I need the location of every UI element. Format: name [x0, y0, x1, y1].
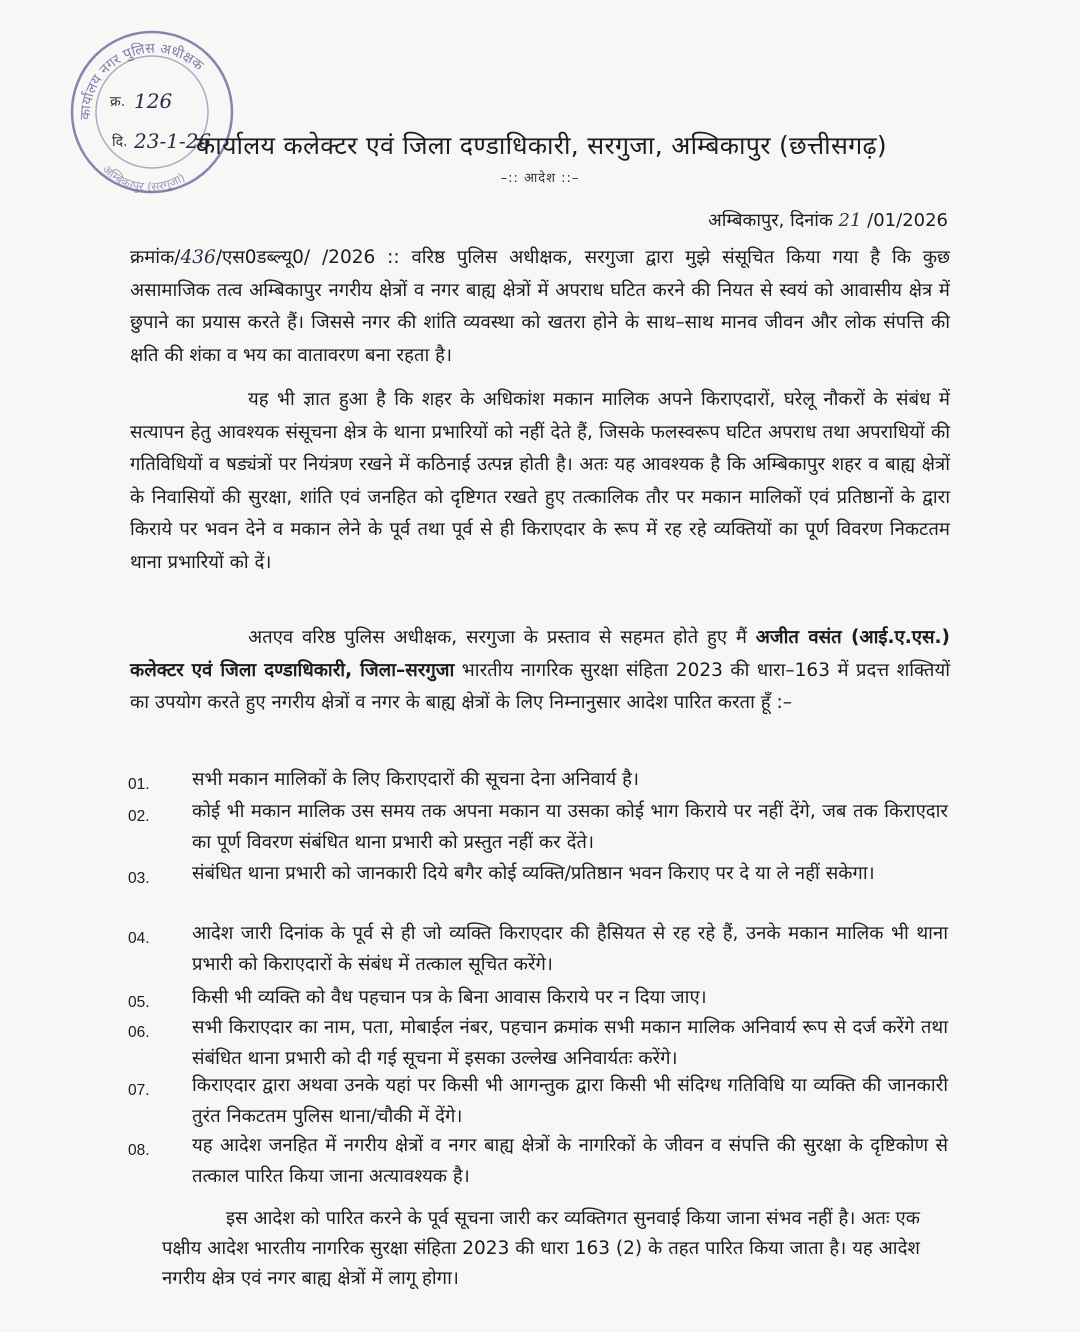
paragraph-4 [162, 1204, 920, 1294]
place-date-prefix: अम्बिकापुर, दिनांक [708, 210, 833, 231]
stamp-ring-text: कार्यालय नगर पुलिस अधीक्षक [77, 40, 207, 121]
paragraph-4-text: इस आदेश को पारित करने के पूर्व सूचना जारी कर व्यक्तिगत सुनवाई किया जाना संभव नहीं है। अतः एक पक्षीय आदेश भारतीय नागरिक सुरक्षा संहिता 2023 की धारा 163 (2) के तहत पारित किया जाता है। यह आदेश नगरीय क्षेत्र एवं नगर बाह्य क्षेत्रों में लागू होगा। [162, 1208, 920, 1289]
paragraph-1 [130, 242, 950, 372]
order-item-text: सभी मकान मालिकों के लिए किराएदारों की सूचना देना अनिवार्य है। [192, 769, 639, 790]
order-ref-text: /एस0डब्ल्यू0/ /2026 :: वरिष्ठ पुलिस अधीक्षक, सरगुजा द्वारा मुझे संसूचित किया गया है कि कुछ असामाजिक तत्व अम्बिकापुर नगरीय क्षेत्रों व नगर बाह्य क्षेत्रों में अपराध घटित करने की नियत से स्वयं को आवासीय क्षेत्र में छुपाने का प्रयास करते हैं। जिससे नगर की शांति व्यवस्था को खतरा होने के साथ–साथ मानव जीवन और लोक संपत्ति की क्षति की शंका व भय का वातावरण बना रहता है। [130, 247, 950, 366]
order-item-text: कोई भी मकान मालिक उस समय तक अपना मकान या उसका कोई भाग किराये पर नहीं देंगे, जब तक किराएदार का पूर्ण विवरण संबंधित थाना प्रभारी को प्रस्तुत नहीं कर देंते। [192, 801, 948, 853]
order-item-number: 03. [128, 870, 150, 887]
stamp-ring-text-bottom: अम्बिकापुर (सरगुजा) [99, 162, 188, 195]
order-item-text: सभी किराएदार का नाम, पता, मोबाईल नंबर, पहचान क्रमांक सभी मकान मालिक अनिवार्य रूप से दर्ज करेंगे तथा संबंधित थाना प्रभारी को दी गई सूचना में इसका उल्लेख अनिवार्यतः करेंगे। [192, 1017, 948, 1069]
paragraph-3-rest: भारतीय नागरिक सुरक्षा संहिता 2023 की धारा–163 में प्रदत्त शक्तियों का उपयोग करते हुए नगरीय क्षेत्रों व नगर के बाह्य क्षेत्रों के लिए निम्नानुसार आदेश पारित करता हूँ :– [130, 659, 950, 713]
order-item-text: किराएदार द्वारा अथवा उनके यहां पर किसी भी आगन्तुक द्वारा किसी भी संदिग्ध गतिविधि या व्यक्ति की जानकारी तुरंत निकटतम पुलिस थाना/चौकी में देंगे। [192, 1075, 948, 1127]
paragraph-2 [130, 384, 950, 579]
order-item-number: 08. [128, 1142, 150, 1159]
stamp-di-value: 23-1-26 [134, 129, 212, 153]
date-suffix: /01/2026 [867, 210, 948, 231]
order-item-number: 01. [128, 776, 150, 793]
paragraph-2-text: यह भी ज्ञात हुआ है कि शहर के अधिकांश मकान मालिक अपने किराएदारों, घरेलू नौकरों के संबंध में सत्यापन हेतु आवश्यक संसूचना क्षेत्र के थाना प्रभारियों को नहीं देते हैं, जिसके फलस्वरूप घटित अपराध तथा अपराधियों की गतिविधियों व षड्यंत्रों पर नियंत्रण रखने में कठिनाई उत्पन्न होती है। अतः यह आवश्यक है कि अम्बिकापुर शहर व बाह्य क्षेत्रों के निवासियों की सुरक्षा, शांति एवं जनहित को दृष्टिगत रखते हुए तत्कालिक तौर पर मकान मालिकों एवं प्रतिष्ठानों के द्वारा किराये पर भवन देने व मकान लेने के पूर्व तथा पूर्व से ही किराएदार के रूप में रह रहे व्यक्तियों का पूर्ण विवरण निकटतम थाना प्रभारियों को दें। [130, 389, 950, 573]
order-item-number: 02. [128, 808, 150, 825]
issuing-authority: अजीत वसंत (आई.ए.एस.) कलेक्टर एवं जिला दण्डाधिकारी, जिला–सरगुजा [130, 627, 950, 681]
office-title: कार्यालय कलेक्टर एवं जिला दण्डाधिकारी, सरगुजा, अम्बिकापुर (छत्तीसगढ़) [196, 131, 887, 160]
order-item [128, 858, 948, 889]
order-item-number: 04. [128, 930, 150, 947]
order-item-number: 05. [128, 994, 150, 1011]
order-heading: –:: आदेश ::– [500, 171, 580, 186]
order-item-text: यह आदेश जनहित में नगरीय क्षेत्रों व नगर बाह्य क्षेत्रों के नागरिकों के जीवन व संपत्ति की सुरक्षा के दृष्टिकोण से तत्काल पारित किया जाना अत्यावश्यक है। [192, 1135, 948, 1187]
place-date-line [708, 208, 948, 232]
order-item [128, 1012, 948, 1074]
order-item [128, 796, 948, 858]
paragraph-3 [130, 622, 950, 720]
order-item-text: संबंधित थाना प्रभारी को जानकारी दिये बगैर कोई व्यक्ति/प्रतिष्ठान भवन किराए पर दे या ले नहीं सकेगा। [192, 863, 875, 884]
order-item [128, 1130, 948, 1192]
order-ref-handwritten: 436 [180, 247, 216, 268]
order-item [128, 918, 948, 980]
order-item [128, 1070, 948, 1132]
paragraph-3-lead: अतएव वरिष्ठ पुलिस अधीक्षक, सरगुजा के प्रस्ताव से सहमत होते हुए मैं [248, 627, 756, 648]
order-ref-prefix: क्रमांक/ [130, 247, 181, 268]
order-item-text: आदेश जारी दिनांक के पूर्व से ही जो व्यक्ति किराएदार की हैसियत से रह रहे हैं, उनके मकान मालिक भी थाना प्रभारी को किराएदारों के संबंध में तत्काल सूचित करेंगे। [192, 923, 948, 975]
order-item [128, 764, 948, 795]
stamp-kr-value: 126 [134, 89, 173, 113]
order-item-text: किसी भी व्यक्ति को वैध पहचान पत्र के बिना आवास किराये पर न दिया जाए। [192, 987, 707, 1008]
stamp-di-label: दि. [112, 134, 128, 150]
date-handwritten: 21 [838, 210, 862, 231]
order-item-number: 07. [128, 1082, 150, 1099]
order-item-number: 06. [128, 1024, 150, 1041]
stamp-kr-label: क्र. [110, 94, 126, 110]
order-item [128, 982, 948, 1013]
